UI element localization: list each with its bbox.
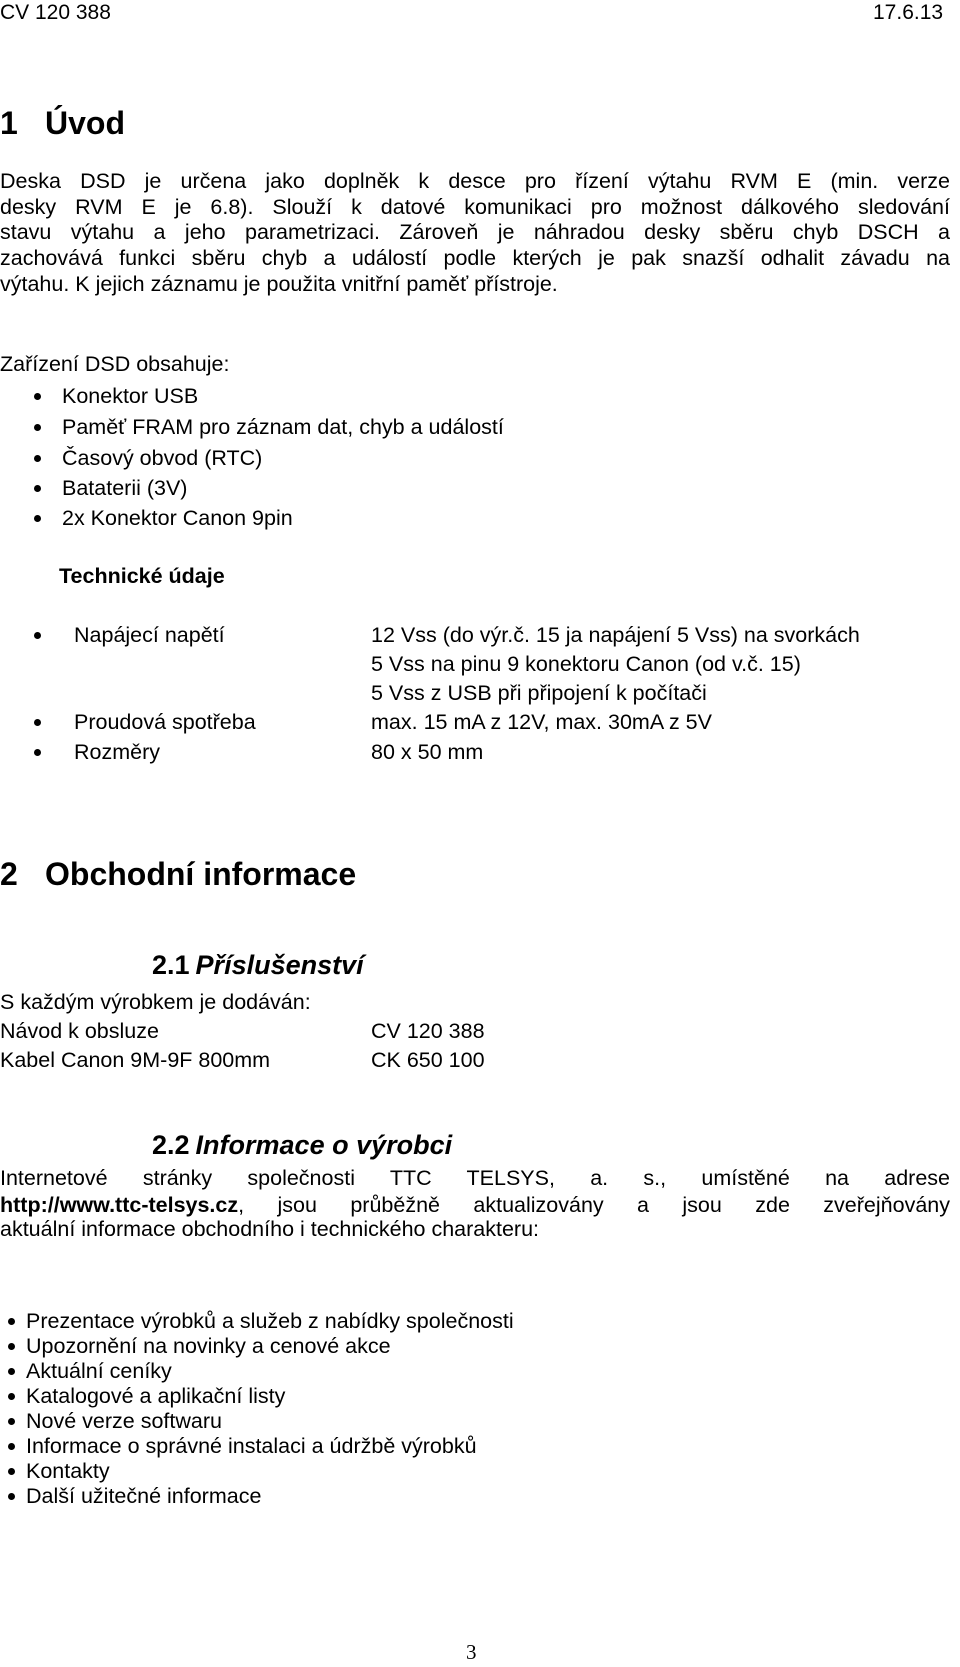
subsection-title: Příslušenství [195, 950, 364, 980]
spec-value-consumption: max. 15 mA z 12V, max. 30mA z 5V [371, 710, 712, 734]
spec-label-dimensions: Rozměry [74, 740, 161, 764]
list-item: Nové verze softwaru [26, 1409, 222, 1433]
bullet-icon [8, 1493, 15, 1500]
supplied-label: S každým výrobkem je dodáván: [0, 990, 311, 1014]
list-item: Prezentace výrobků a služeb z nabídky společnosti [26, 1309, 514, 1333]
subsection-2-2-heading [152, 1129, 452, 1161]
paragraph-line: aktuální informace obchodního i technického charakteru: [0, 1217, 540, 1242]
accessory-name: Návod k obsluze [0, 1019, 159, 1043]
spec-value-power-line: 12 Vss (do výr.č. 15 ja napájení 5 Vss) na svorkách [371, 623, 860, 647]
section-1-heading [0, 104, 125, 142]
section-number: 1 [0, 105, 18, 141]
bullet-icon [8, 1468, 15, 1475]
website-link[interactable]: http://www.ttc-telsys.cz [0, 1193, 239, 1217]
page-number: 3 [466, 1640, 477, 1664]
section-number: 2 [0, 856, 18, 892]
spec-value-power-line: 5 Vss z USB při připojení k počítači [371, 681, 707, 705]
paragraph-line: stavu výtahu a jeho parametrizaci. Zároveň je náhradou desky sběru chyb DSCH a [0, 220, 950, 245]
subsection-number: 2.1 [152, 950, 190, 980]
paragraph-line: výtahu. K jejich záznamu je použita vnitřní paměť přístroje. [0, 271, 558, 296]
intro-paragraph [0, 169, 950, 297]
manufacturer-link-line [0, 1192, 950, 1218]
bullet-icon [8, 1418, 15, 1425]
list-item: Katalogové a aplikační listy [26, 1384, 286, 1408]
list-item: Informace o správné instalaci a údržbě výrobků [26, 1434, 477, 1458]
bullet-icon [34, 632, 41, 639]
tech-data-heading: Technické údaje [59, 564, 225, 588]
bullet-icon [34, 515, 41, 522]
section-2-heading [0, 855, 356, 893]
section-title: Obchodní informace [45, 856, 357, 892]
list-item: Konektor USB [62, 384, 199, 408]
paragraph-line: Deska DSD je určena jako doplněk k desce pro řízení výtahu RVM E (min. verze [0, 169, 950, 193]
paragraph-line: Internetové stránky společnosti TTC TELSYS, a. s., umístěné na adrese [0, 1166, 950, 1190]
bullet-icon [34, 485, 41, 492]
list-item: Upozornění na novinky a cenové akce [26, 1334, 391, 1358]
list-item: Kontakty [26, 1459, 110, 1483]
spec-label-consumption: Proudová spotřeba [74, 710, 256, 734]
subsection-title: Informace o výrobci [195, 1130, 453, 1160]
bullet-icon [8, 1343, 15, 1350]
paragraph-line: desky RVM E je 6.8). Slouží k datové komunikaci pro možnost dálkového sledování [0, 194, 950, 219]
header-date: 17.6.13 [873, 1, 944, 24]
bullet-icon [34, 749, 41, 756]
accessory-code: CV 120 388 [371, 1019, 485, 1043]
spec-value-dimensions: 80 x 50 mm [371, 740, 484, 764]
subsection-2-1-heading [152, 949, 364, 981]
list-item: Časový obvod (RTC) [62, 446, 263, 470]
bullet-icon [8, 1318, 15, 1325]
accessory-name: Kabel Canon 9M-9F 800mm [0, 1048, 271, 1072]
bullet-icon [34, 393, 41, 400]
bullet-icon [8, 1443, 15, 1450]
list-item: Bataterii (3V) [62, 476, 188, 500]
header-doc-code: CV 120 388 [0, 1, 111, 24]
bullet-icon [8, 1393, 15, 1400]
contains-label: Zařízení DSD obsahuje: [0, 352, 230, 376]
paragraph-text: , jsou průběžně aktualizovány a jsou zde zveřejňovány [238, 1193, 950, 1217]
spec-value-power-line: 5 Vss na pinu 9 konektoru Canon (od v.č. 15) [371, 652, 801, 676]
list-item: Další užitečné informace [26, 1484, 262, 1508]
bullet-icon [34, 424, 41, 431]
bullet-icon [8, 1368, 15, 1375]
list-item: Aktuální ceníky [26, 1359, 172, 1383]
paragraph-line: zachovává funkci sběru chyb a událostí podle kterých je pak snazší odhalit závadu na [0, 246, 950, 271]
bullet-icon [34, 455, 41, 462]
list-item: Paměť FRAM pro záznam dat, chyb a událostí [62, 415, 504, 439]
accessory-code: CK 650 100 [371, 1048, 485, 1072]
bullet-icon [34, 719, 41, 726]
list-item: 2x Konektor Canon 9pin [62, 506, 293, 530]
spec-label-power: Napájecí napětí [74, 623, 225, 647]
section-title: Úvod [45, 105, 125, 141]
subsection-number: 2.2 [152, 1130, 190, 1160]
